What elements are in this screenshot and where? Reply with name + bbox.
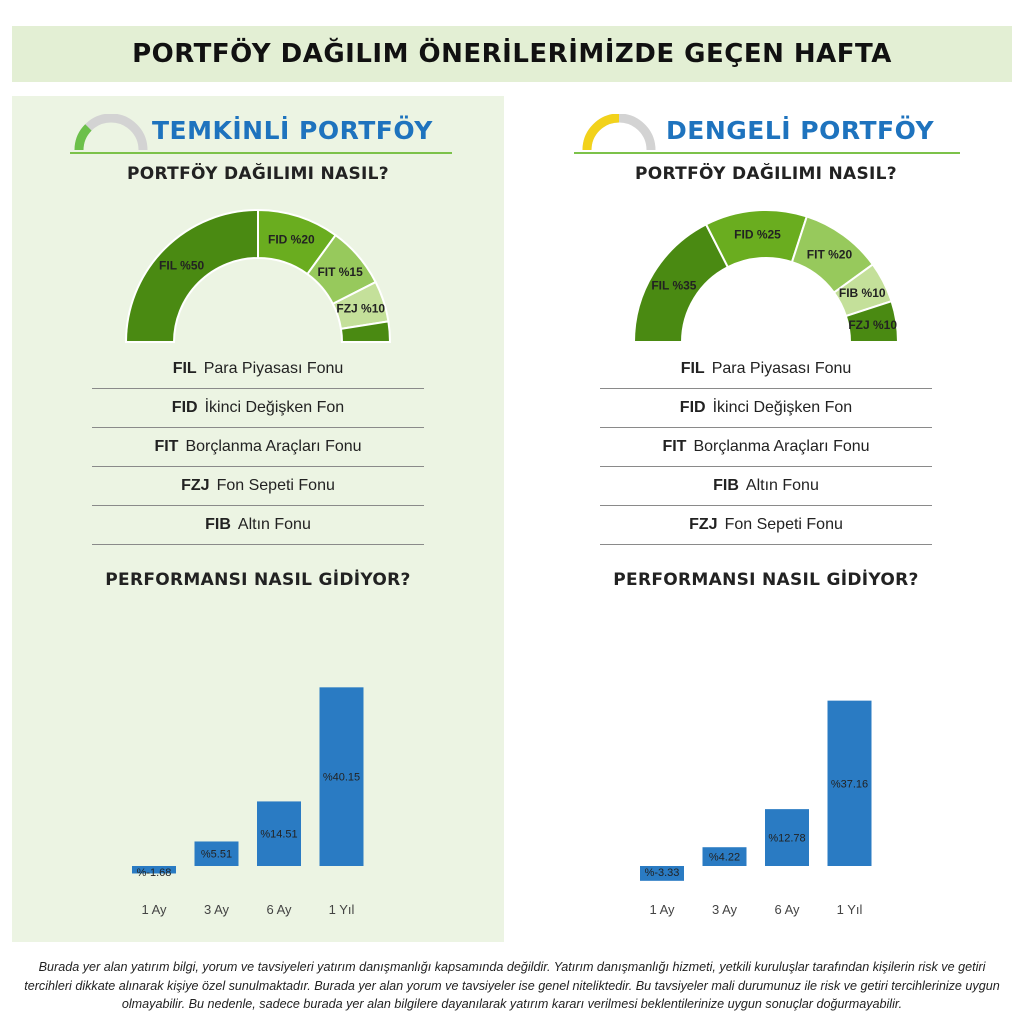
title-bar: [12, 26, 1012, 82]
title-divider: [70, 152, 452, 154]
gauge-icon: [74, 114, 148, 154]
portfolio-title: TEMKİNLİ PORTFÖY: [152, 116, 433, 145]
fund-code: FZJ: [181, 477, 210, 494]
fund-desc: Para Piyasası Fonu: [711, 360, 852, 377]
performance-title: PERFORMANSI NASIL GİDİYOR?: [105, 570, 411, 590]
allocation-chart: [616, 206, 916, 346]
fund-code: FIT: [154, 438, 179, 455]
performance-chart: [616, 616, 916, 926]
data-label: %5.51: [200, 848, 233, 861]
performance-chart: [108, 616, 408, 926]
portfolio-title: DENGELİ PORTFÖY: [666, 116, 935, 145]
x-tick-label: 1 Yıl: [328, 902, 355, 917]
slice-label: FID %25: [734, 227, 781, 242]
fund-code: FIT: [662, 438, 687, 455]
fund-code: FID: [679, 399, 706, 416]
fund-code: FIL: [172, 360, 197, 377]
list-item: [92, 428, 424, 467]
disclaimer: Burada yer alan yatırım bilgi, yorum ve tavsiyeleri yatırım danışmanlığı kapsamında değildir. Yatırım danışmanlığı hizmeti, yetkili kuruluşlar tarafından kişilerin risk ve getiri tercihleri dikkate alınarak kişiye özel sunulmaktadır. Burada yer alan yorum ve tavsiyeler ise genel niteliktedir. Bu tavsiyeler mali durumunuz ile risk ve getiri tercihlerinize uygun olmayabilir. Bu nedenle, sadece burada yer alan bilgilere dayanılarak yatırım kararı verilmesi beklentilerinize uygun sonuçlar doğurmayabilir.: [24, 960, 1000, 1011]
list-item: [600, 467, 932, 506]
fund-code: FIB: [713, 477, 739, 494]
x-tick-label: 3 Ay: [203, 902, 230, 917]
data-label: %40.15: [322, 771, 361, 784]
gauge-fill: [79, 127, 88, 150]
list-item: [600, 389, 932, 428]
slice-label: FIT %20: [806, 247, 853, 262]
data-label: %4.22: [708, 851, 741, 864]
fund-desc: Altın Fonu: [745, 477, 819, 494]
list-item: [600, 350, 932, 389]
x-tick-label: 3 Ay: [711, 902, 738, 917]
data-label: %12.78: [768, 832, 806, 845]
allocation-chart: [108, 206, 408, 346]
panel-dengeli: [520, 96, 1012, 942]
fund-code: FID: [171, 399, 198, 416]
slice-label: FIB %10: [838, 285, 886, 300]
data-label: %-1.68: [136, 867, 172, 879]
list-item: [92, 350, 424, 389]
title-divider: [574, 152, 960, 154]
slice-label: FIL %35: [651, 278, 697, 293]
list-item: [92, 467, 424, 506]
slice-label: FZJ %10: [336, 301, 386, 316]
fund-desc: Fon Sepeti Fonu: [724, 516, 843, 533]
x-tick-label: 1 Ay: [141, 902, 167, 917]
list-item: [92, 389, 424, 428]
fund-desc: İkinci Değişken Fon: [204, 399, 345, 416]
fund-code: FIL: [680, 360, 705, 377]
gauge-fill: [587, 118, 619, 150]
fund-desc: İkinci Değişken Fon: [712, 399, 853, 416]
fund-desc: Fon Sepeti Fonu: [216, 477, 335, 494]
fund-desc: Borçlanma Araçları Fonu: [185, 438, 362, 455]
list-item: [600, 506, 932, 545]
performance-title: PERFORMANSI NASIL GİDİYOR?: [613, 570, 919, 590]
x-tick-label: 6 Ay: [774, 902, 800, 917]
x-tick-label: 1 Ay: [649, 902, 675, 917]
list-item: [600, 428, 932, 467]
fund-list: [92, 350, 424, 545]
list-item: [92, 506, 424, 545]
fund-code: FZJ: [689, 516, 718, 533]
data-label: %14.51: [260, 828, 298, 841]
allocation-title: PORTFÖY DAĞILIMI NASIL?: [127, 164, 389, 184]
data-label: %-3.33: [644, 867, 680, 879]
fund-desc: Borçlanma Araçları Fonu: [693, 438, 870, 455]
slice-label: FIL %50: [159, 258, 205, 273]
allocation-title: PORTFÖY DAĞILIMI NASIL?: [635, 164, 897, 184]
slice-label: FZJ %10: [848, 318, 898, 333]
slice-label: FIT %15: [317, 264, 363, 279]
fund-desc: Altın Fonu: [237, 516, 311, 533]
fund-desc: Para Piyasası Fonu: [203, 360, 344, 377]
page-title: PORTFÖY DAĞILIM ÖNERİLERİMİZDE GEÇEN HAFTA: [132, 39, 892, 69]
slice-label: FID %20: [268, 232, 315, 247]
fund-code: FIB: [205, 516, 231, 533]
donut-slice: [126, 210, 258, 342]
x-tick-label: 6 Ay: [266, 902, 292, 917]
gauge-icon: [582, 114, 656, 154]
data-label: %37.16: [830, 778, 869, 791]
fund-list: [600, 350, 932, 545]
x-tick-label: 1 Yıl: [836, 902, 863, 917]
panel-temkinli: [12, 96, 504, 942]
